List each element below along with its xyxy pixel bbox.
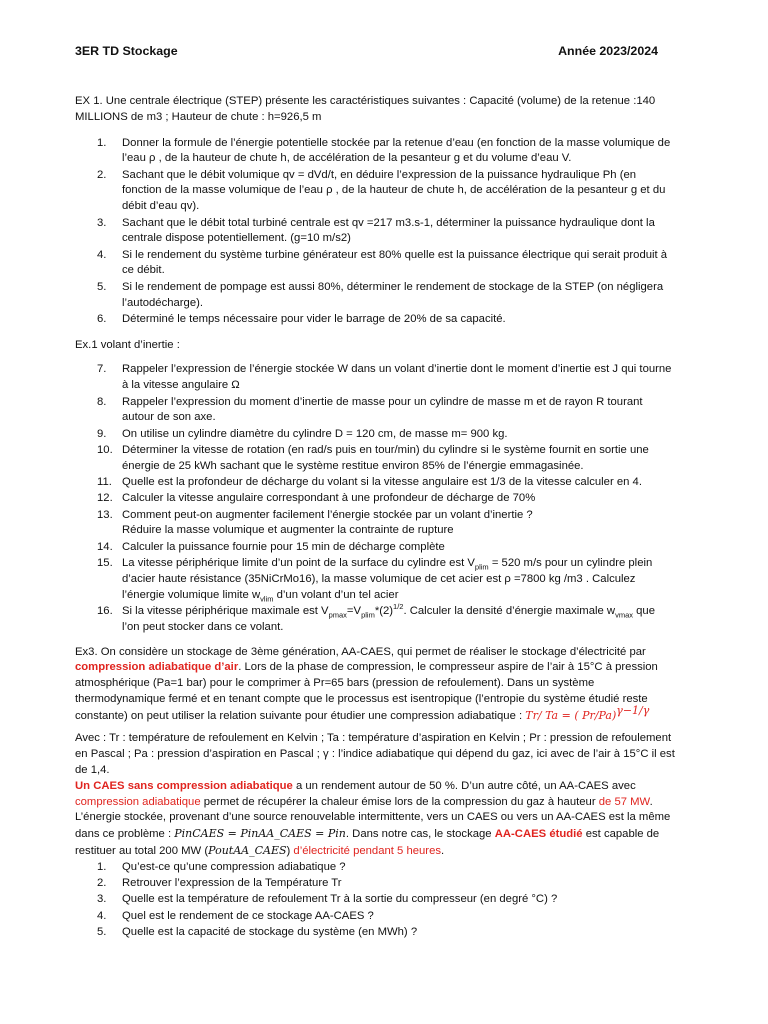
item-number: 8. [97, 395, 107, 408]
item-text: Quelle est la capacité de stockage du système (en MWh) ? [122, 926, 418, 939]
list-item [75, 556, 675, 603]
item-number: 3. [97, 893, 107, 906]
list-item [75, 604, 675, 636]
list-item [75, 136, 675, 168]
highlight-text: compression adiabatique d’air [75, 661, 239, 674]
item-text: Rappeler l’expression de l’énergie stockée W dans un volant d’inertie dont le moment d’inertie est J qui tourne à la vitesse angulaire Ω [122, 363, 672, 392]
ex2-title: Ex.1 volant d’inertie : [75, 338, 180, 351]
item-number: 5. [97, 926, 107, 939]
item-text: Sachant que le débit volumique qv = dVd/t, en déduire l’expression de la puissance hydraulique Ph (en fonction de la masse volumique de l’eau ρ , de la hauteur de chute h, de accélération de la pesanteur g et du débit d’eau qv). [122, 168, 666, 213]
item-number: 15. [97, 557, 113, 570]
item-text: Calculer la vitesse angulaire correspondant à une profondeur de décharge de 70% [122, 492, 536, 505]
list-item [75, 909, 675, 925]
item-text: = 520 m/s pour un cylindre plein d’acier haute résistance (35NiCrMo16), la masse volumique de cet acier est ρ =7800 kg /m3 . Calculez l’énergie volumique limite w [122, 557, 653, 601]
item-text: Si le rendement du système turbine générateur est 80% quelle est la puissance électrique qui serait produit à ce débit. [122, 248, 668, 277]
list-item [75, 860, 675, 876]
ex3-question-list [75, 860, 675, 941]
item-number: 1. [97, 860, 107, 873]
item-number: 2. [97, 168, 107, 181]
item-number: 16. [97, 604, 113, 617]
item-number: 11. [97, 476, 112, 489]
formula-exponent: γ−1/γ [616, 703, 650, 717]
formula: PinCAES = PinAA_CAES = Pin [174, 827, 346, 841]
highlight-text: compression adiabatique [75, 795, 201, 808]
list-item [75, 395, 675, 427]
item-text: que l’on peut stocker dans ce volant. [122, 604, 655, 633]
formula: PoutAA_CAES [208, 844, 287, 858]
list-item [75, 362, 675, 394]
highlight-text: d’électricité pendant 5 heures [293, 845, 442, 858]
item-text: Si le rendement de pompage est aussi 80%, déterminer le rendement de stockage de la STEP (on négligera l’autodécharge). [122, 280, 664, 309]
item-number: 3. [97, 216, 107, 229]
item-number: 6. [97, 312, 107, 325]
highlight-text: Un CAES sans compression adiabatique [75, 779, 293, 792]
formula: Tr/ Ta = ( Pr/Pa) [525, 708, 617, 722]
item-number: 4. [97, 909, 107, 922]
subscript: plim [474, 562, 489, 572]
item-text: Retrouver l’expression de la Température Tr [122, 877, 342, 890]
item-text: Rappeler l’expression du moment d’inertie de masse pour un cylindre de masse m et de rayon R tourant autour de son axe. [122, 395, 643, 424]
item-text: d’un volant d’un tel acier [273, 588, 399, 601]
paragraph-text: . Lors de la phase de compression, le compresseur aspire de l’air à 15°C à pression atmosphérique (Pa=1 bar) pour le comprimer à Pr=65 bars (pression de refoulement). Dans un système thermodynamique fermé et en tenant compte que le processus est isentropique (l’entropie du système étudié reste constante) on peut utiliser la relation suivante pour étudier une compression adiabatique : [75, 661, 658, 722]
list-item [75, 925, 675, 941]
item-text: Déterminé le temps nécessaire pour vider le barrage de 20% de sa capacité. [122, 312, 506, 325]
item-number: 2. [97, 877, 107, 890]
paragraph-text: . Dans notre cas, le stockage [345, 828, 495, 841]
header-course-title: 3ER TD Stockage [75, 44, 178, 58]
item-number: 7. [97, 363, 107, 376]
list-item [75, 427, 675, 443]
paragraph-text: permet de récupérer la chaleur émise lors de la compression du gaz à hauteur [200, 795, 599, 808]
item-number: 14. [97, 540, 113, 553]
item-number: 13. [97, 508, 113, 521]
item-number: 12. [97, 492, 113, 505]
item-text: Déterminer la vitesse de rotation (en rad/s puis en tour/min) du cylindre si le système fournit en sortie une énergie de 25 kWh sachant que le système restitue environ 85% de l’énergie emmagasinée. [122, 443, 649, 472]
list-item [75, 443, 675, 475]
item-text: La vitesse périphérique limite d’un point de la surface du cylindre est V [122, 557, 475, 570]
subscript: pmax [328, 610, 347, 620]
subscript: plim [361, 610, 375, 620]
list-item [75, 312, 675, 328]
superscript: 1/2 [393, 602, 404, 612]
list-item [75, 508, 675, 540]
ex3-definitions: Avec : Tr : température de refoulement en Kelvin ; Ta : température d’aspiration en Kelvin ; Pr : pression de refoulement en Pascal ; Pa : pression d’aspiration en Pascal ; γ : l’indice adiabatique qui dépend du gaz, ici avec de l’air à 15°C il est de 1,4. [75, 732, 675, 777]
list-item [75, 168, 675, 215]
paragraph-text: ) [286, 845, 294, 858]
list-item [75, 216, 675, 248]
item-text: Comment peut-on augmenter facilement l’énergie stockée par un volant d’inertie ? [122, 508, 533, 521]
item-number: 9. [97, 427, 107, 440]
subscript: vlim [260, 593, 274, 603]
list-item [75, 280, 675, 312]
item-answer: Réduire la masse volumique et augmenter la contrainte de rupture [122, 524, 454, 537]
paragraph-text: . [441, 845, 445, 858]
list-item [75, 892, 675, 908]
highlight-text: de 57 MW [598, 795, 650, 808]
item-text: Sachant que le débit total turbiné centrale est qv =217 m3.s-1, déterminer la puissance hydraulique dont la centrale dispose potentiellement. (g=10 m/s2) [122, 216, 655, 245]
item-text: . Calculer la densité d’énergie maximale w [403, 604, 616, 617]
highlight-text: AA-CAES étudié [494, 828, 583, 841]
ex2-question-list [75, 362, 675, 635]
list-item [75, 540, 675, 556]
document-body [75, 94, 675, 941]
ex1-question-list [75, 136, 675, 328]
item-text: *(2) [374, 604, 394, 617]
subscript: vmax [615, 610, 633, 620]
item-text: =V [346, 604, 362, 617]
list-item [75, 491, 675, 507]
header-academic-year: Année 2023/2024 [558, 44, 658, 58]
item-text: Quel est le rendement de ce stockage AA-CAES ? [122, 909, 374, 922]
paragraph-text: Ex3. On considère un stockage de 3ème génération, AA-CAES, qui permet de réaliser le stockage d’électricité par [75, 645, 646, 658]
item-number: 10. [97, 443, 113, 456]
ex3-intro [75, 645, 675, 725]
list-item [75, 475, 675, 491]
ex3-context [75, 779, 675, 860]
item-text: On utilise un cylindre diamètre du cylindre D = 120 cm, de masse m= 900 kg. [122, 427, 508, 440]
item-text: Calculer la puissance fournie pour 15 min de décharge complète [122, 540, 445, 553]
list-item [75, 876, 675, 892]
page-header [75, 44, 658, 60]
paragraph-text: a un rendement autour de 50 %. D’un autre côté, un AA-CAES avec [292, 779, 636, 792]
item-number: 4. [97, 248, 107, 261]
item-text: Donner la formule de l’énergie potentielle stockée par la retenue d’eau (en fonction de la masse volumique de l’eau ρ , de la hauteur de chute h, de accélération de la pesanteur g et du volume d’eau V. [122, 136, 671, 165]
ex1-intro: EX 1. Une centrale électrique (STEP) présente les caractéristiques suivantes : Capacité (volume) de la retenue :140 MILLIONS de m3 ; Hauteur de chute : h=926,5 m [75, 95, 656, 123]
ex3-section [75, 645, 675, 941]
paragraph-text: . L’énergie stockée, provenant d’une source renouvelable intermittente, vers un CAES ou vers un AA-CAES est la même dans ce problème : [75, 795, 671, 841]
item-text: Qu’est-ce qu’une compression adiabatique ? [122, 860, 346, 873]
item-number: 5. [97, 280, 107, 293]
paragraph-text: est capable de restituer au total 200 MW ( [75, 828, 660, 858]
list-item [75, 248, 675, 280]
item-number: 1. [97, 136, 107, 149]
item-text: Quelle est la température de refoulement Tr à la sortie du compresseur (en degré °C) ? [122, 893, 558, 906]
item-text: Quelle est la profondeur de décharge du volant si la vitesse angulaire est 1/3 de la vitesse calculer en 4. [122, 476, 642, 489]
item-text: Si la vitesse périphérique maximale est V [122, 604, 329, 617]
